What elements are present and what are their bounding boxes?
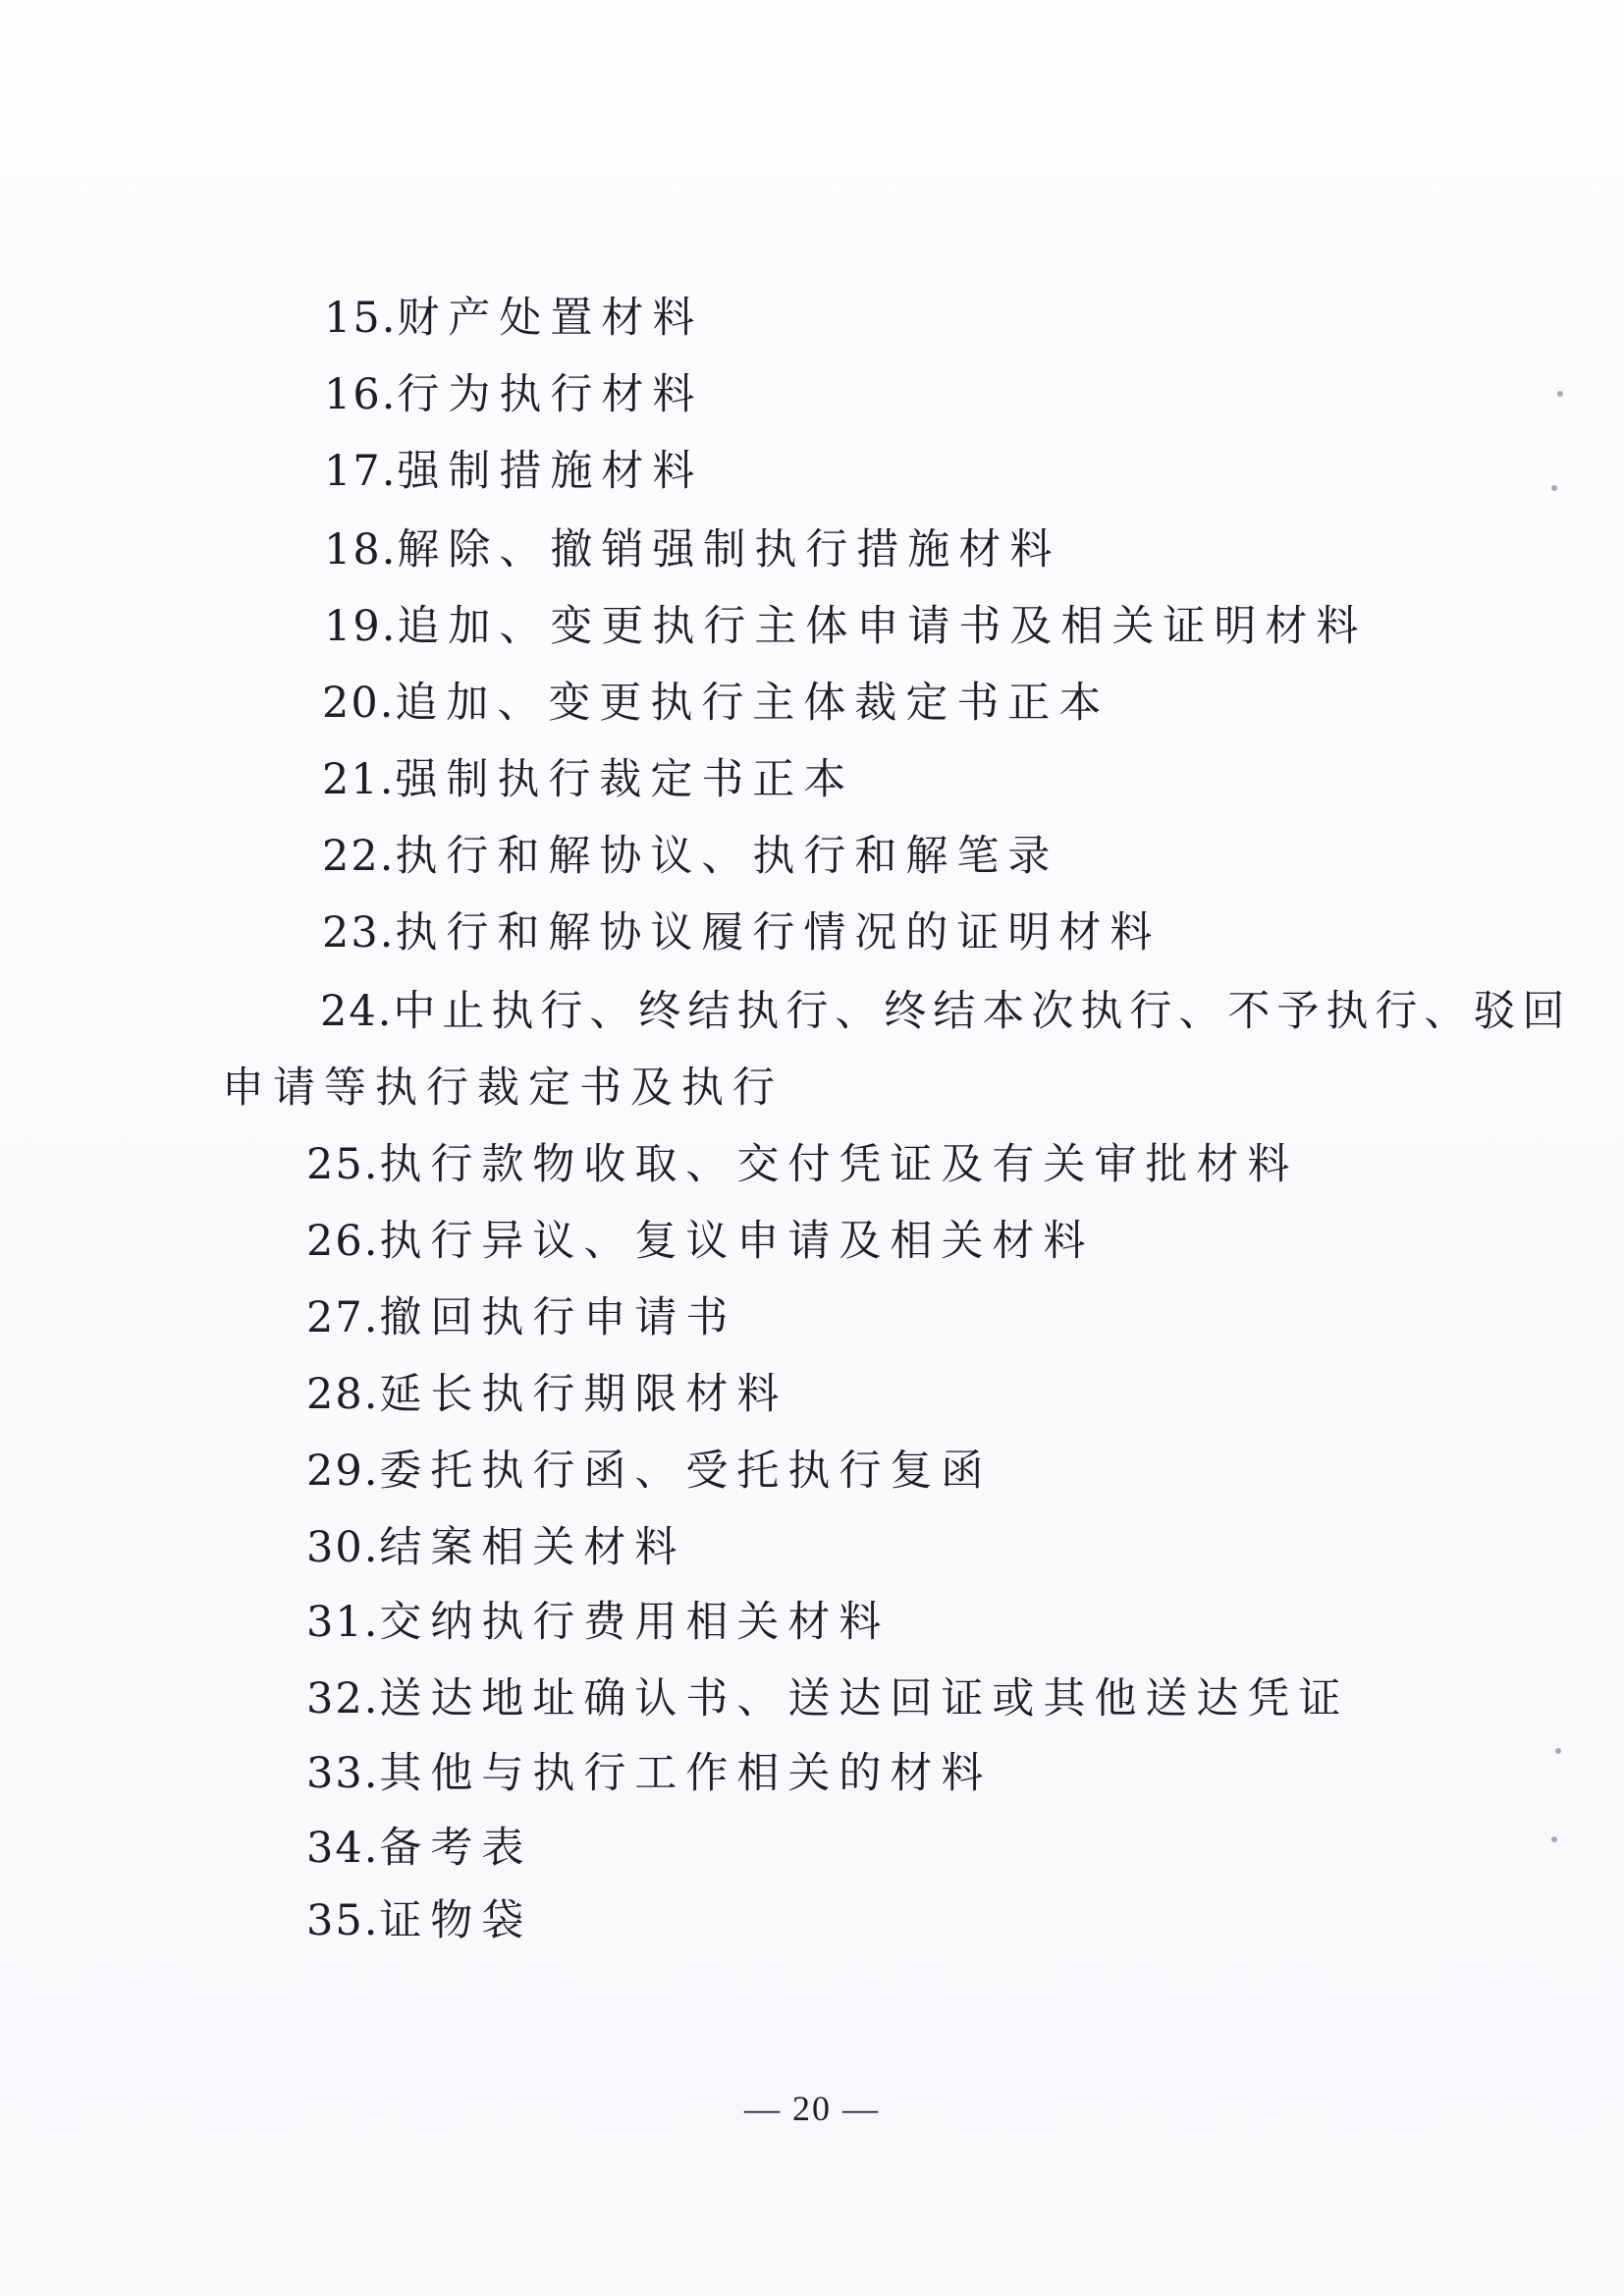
item-number: 28.: [306, 1370, 380, 1419]
item-number: 30.: [306, 1523, 380, 1572]
list-item: [306, 1669, 1349, 1728]
list-item: [322, 750, 854, 809]
item-number: 35.: [306, 1896, 380, 1945]
list-item: [306, 1891, 532, 1950]
page-number: — 20 —: [744, 2089, 880, 2128]
item-text: 追加、变更执行主体申请书及相关证明材料: [397, 602, 1368, 651]
scan-speck: [1551, 1836, 1557, 1842]
item-number: 26.: [306, 1217, 380, 1266]
list-item: [306, 1442, 992, 1501]
item-text: 证物袋: [379, 1896, 533, 1945]
item-number: 27.: [306, 1293, 380, 1342]
item-text: 延长执行期限材料: [379, 1370, 788, 1419]
item-number: 33.: [306, 1749, 380, 1798]
item-text: 其他与执行工作相关的材料: [379, 1749, 993, 1798]
list-item: [306, 1819, 532, 1878]
item-number: 15.: [324, 294, 398, 343]
item-text: 解除、撤销强制执行措施材料: [397, 525, 1061, 574]
list-item: [324, 442, 703, 501]
item-text: 委托执行函、受托执行复函: [379, 1447, 993, 1496]
item-number: 23.: [322, 908, 396, 957]
item-number: 31.: [306, 1598, 380, 1647]
list-item: [306, 1135, 1298, 1194]
item-text: 财产处置材料: [397, 294, 704, 343]
list-item: [306, 1365, 787, 1424]
item-number: 22.: [322, 832, 396, 881]
list-item: [322, 827, 1058, 886]
item-number: 21.: [322, 755, 396, 804]
item-number: 18.: [324, 525, 398, 574]
list-item: [320, 982, 1571, 1041]
list-item: [322, 674, 1110, 733]
item-number: 20.: [322, 679, 396, 728]
list-item: [306, 1593, 890, 1652]
item-number: 29.: [306, 1447, 380, 1496]
item-text: 执行款物收取、交付凭证及有关审批材料: [379, 1140, 1299, 1189]
list-item: [306, 1518, 685, 1577]
item-text: 强制措施材料: [397, 447, 704, 496]
list-item: [324, 289, 703, 348]
list-item: [324, 597, 1367, 656]
list-item-continuation: [222, 1059, 784, 1118]
item-number: 17.: [324, 447, 398, 496]
scan-speck: [1555, 1748, 1561, 1754]
item-text: 撤回执行申请书: [379, 1293, 737, 1342]
item-text: 追加、变更执行主体裁定书正本: [395, 679, 1110, 728]
item-text: 行为执行材料: [397, 370, 704, 419]
item-text: 执行异议、复议申请及相关材料: [379, 1217, 1095, 1266]
list-item: [324, 365, 703, 424]
list-item: [306, 1212, 1094, 1271]
item-number: 34.: [306, 1824, 380, 1873]
item-text: 申请等执行裁定书及执行: [222, 1064, 784, 1113]
list-item: [324, 520, 1060, 579]
list-item: [306, 1744, 992, 1803]
item-number: 16.: [324, 370, 398, 419]
item-number: 32.: [306, 1674, 380, 1723]
item-text: 强制执行裁定书正本: [395, 755, 855, 804]
item-text: 结案相关材料: [379, 1523, 686, 1572]
scan-speck: [1551, 485, 1557, 491]
item-number: 24.: [320, 987, 394, 1036]
item-text: 中止执行、终结执行、终结本次执行、不予执行、驳回: [393, 987, 1572, 1036]
item-text: 备考表: [379, 1824, 533, 1873]
item-text: 送达地址确认书、送达回证或其他送达凭证: [379, 1674, 1350, 1723]
item-text: 交纳执行费用相关材料: [379, 1598, 891, 1647]
scan-speck: [1557, 391, 1563, 397]
list-item: [322, 903, 1161, 962]
item-number: 19.: [324, 602, 398, 651]
item-number: 25.: [306, 1140, 380, 1189]
item-text: 执行和解协议履行情况的证明材料: [395, 908, 1162, 957]
list-item: [306, 1288, 736, 1347]
item-text: 执行和解协议、执行和解笔录: [395, 832, 1059, 881]
